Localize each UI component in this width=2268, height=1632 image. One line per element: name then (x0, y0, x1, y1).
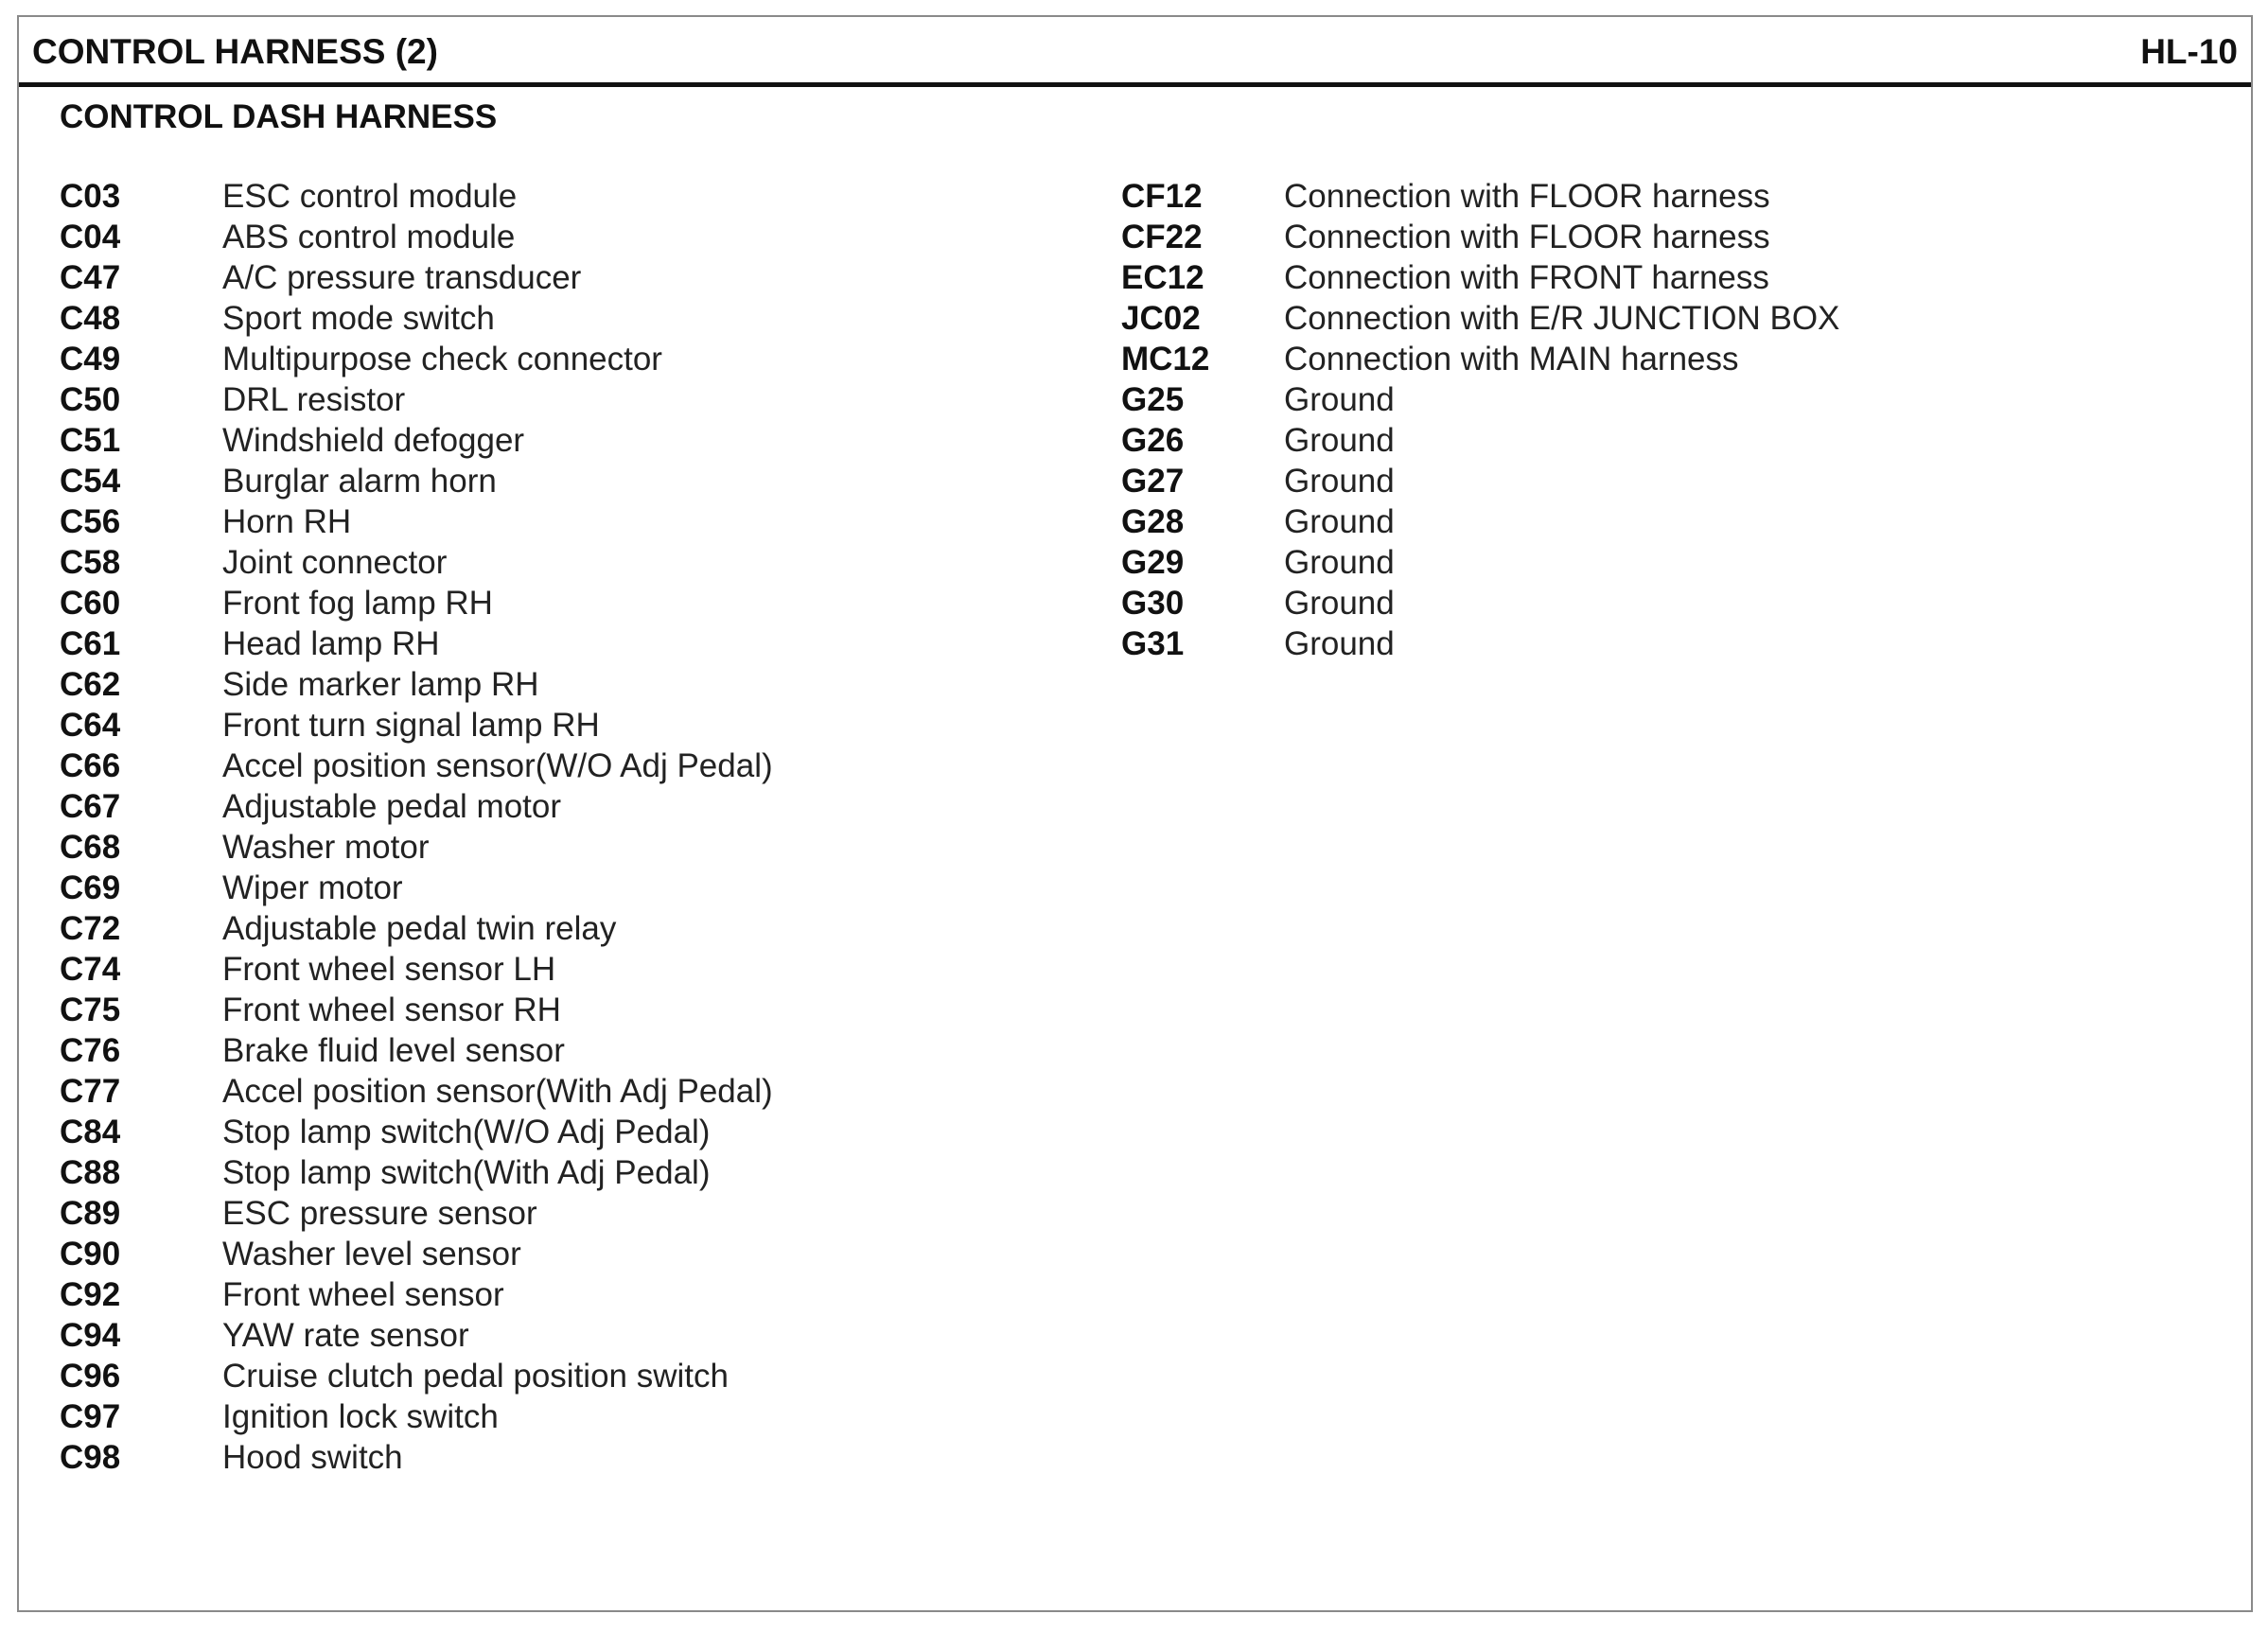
connector-description: Side marker lamp RH (222, 666, 539, 703)
connector-description: Connection with MAIN harness (1284, 341, 1739, 377)
connector-code: C50 (60, 381, 121, 418)
connector-description: Ground (1284, 463, 1395, 500)
connector-code: G28 (1121, 503, 1185, 540)
connector-description: Hood switch (222, 1439, 403, 1476)
connector-description: Horn RH (222, 503, 352, 540)
connector-description: A/C pressure transducer (222, 259, 582, 296)
connector-code: C56 (60, 503, 121, 540)
connector-description: ESC pressure sensor (222, 1195, 537, 1232)
connector-code: C68 (60, 829, 121, 866)
connector-description: Wiper motor (222, 869, 403, 906)
connector-code: C03 (60, 178, 121, 215)
connector-description: ABS control module (222, 219, 516, 255)
section-heading: CONTROL DASH HARNESS (60, 98, 498, 135)
connector-description: Accel position sensor(W/O Adj Pedal) (222, 747, 773, 784)
connector-description: Ground (1284, 585, 1395, 622)
connector-description: Head lamp RH (222, 625, 440, 662)
connector-code: CF22 (1121, 219, 1203, 255)
connector-description: Windshield defogger (222, 422, 525, 459)
connector-code: G31 (1121, 625, 1185, 662)
connector-code: C74 (60, 951, 121, 988)
connector-code: C58 (60, 544, 121, 581)
connector-code: C47 (60, 259, 121, 296)
page-header (19, 17, 2251, 87)
connector-description: Adjustable pedal motor (222, 788, 561, 825)
page-number: HL-10 (2140, 32, 2238, 71)
connector-description: Ground (1284, 422, 1395, 459)
connector-code: C77 (60, 1073, 121, 1110)
connector-description: Adjustable pedal twin relay (222, 910, 617, 947)
connector-description: Front wheel sensor (222, 1276, 504, 1313)
connector-code: G29 (1121, 544, 1185, 581)
connector-code: G25 (1121, 381, 1185, 418)
connector-code: C69 (60, 869, 121, 906)
connector-code: C98 (60, 1439, 121, 1476)
connector-code: C04 (60, 219, 121, 255)
connector-description: Ground (1284, 544, 1395, 581)
connector-code: C90 (60, 1236, 121, 1272)
connector-code: C96 (60, 1358, 121, 1395)
connector-description: Accel position sensor(With Adj Pedal) (222, 1073, 773, 1110)
connector-code: C54 (60, 463, 121, 500)
connector-description: Connection with FRONT harness (1284, 259, 1769, 296)
connector-code: MC12 (1121, 341, 1210, 377)
connector-code: C66 (60, 747, 121, 784)
connector-description: Brake fluid level sensor (222, 1032, 565, 1069)
connector-code: G26 (1121, 422, 1185, 459)
connector-code: C97 (60, 1398, 121, 1435)
connector-description: Front wheel sensor LH (222, 951, 556, 988)
connector-code: C60 (60, 585, 121, 622)
connector-code: G27 (1121, 463, 1185, 500)
connector-code: JC02 (1121, 300, 1201, 337)
connector-code: C75 (60, 991, 121, 1028)
connector-description: Joint connector (222, 544, 448, 581)
connector-description: Front fog lamp RH (222, 585, 493, 622)
connector-description: Multipurpose check connector (222, 341, 662, 377)
connector-code: C94 (60, 1317, 121, 1354)
connector-description: DRL resistor (222, 381, 406, 418)
connector-description: Stop lamp switch(W/O Adj Pedal) (222, 1114, 711, 1150)
connector-description: Connection with FLOOR harness (1284, 178, 1770, 215)
connector-code: C88 (60, 1154, 121, 1191)
connector-code: C89 (60, 1195, 121, 1232)
connector-description: Ground (1284, 503, 1395, 540)
connector-description: Stop lamp switch(With Adj Pedal) (222, 1154, 711, 1191)
connector-description: Burglar alarm horn (222, 463, 497, 500)
connector-code: C48 (60, 300, 121, 337)
connector-code: EC12 (1121, 259, 1204, 296)
page-title: CONTROL HARNESS (2) (32, 32, 438, 71)
connector-code: C92 (60, 1276, 121, 1313)
connector-code: C51 (60, 422, 121, 459)
connector-code: C61 (60, 625, 121, 662)
connector-description: Ground (1284, 381, 1395, 418)
connector-code: C62 (60, 666, 121, 703)
connector-code: G30 (1121, 585, 1185, 622)
connector-description: Sport mode switch (222, 300, 495, 337)
connector-description: Connection with FLOOR harness (1284, 219, 1770, 255)
connector-code: C64 (60, 707, 121, 744)
connector-description: Washer level sensor (222, 1236, 521, 1272)
connector-description: Ignition lock switch (222, 1398, 499, 1435)
connector-code: C84 (60, 1114, 121, 1150)
connector-code: C67 (60, 788, 121, 825)
connector-description: Front wheel sensor RH (222, 991, 561, 1028)
connector-code: C76 (60, 1032, 121, 1069)
connector-code: CF12 (1121, 178, 1203, 215)
connector-description: Front turn signal lamp RH (222, 707, 600, 744)
connector-code: C49 (60, 341, 121, 377)
connector-description: ESC control module (222, 178, 518, 215)
connector-code: C72 (60, 910, 121, 947)
connector-description: YAW rate sensor (222, 1317, 469, 1354)
connector-description: Connection with E/R JUNCTION BOX (1284, 300, 1840, 337)
connector-description: Washer motor (222, 829, 430, 866)
connector-description: Cruise clutch pedal position switch (222, 1358, 729, 1395)
connector-description: Ground (1284, 625, 1395, 662)
